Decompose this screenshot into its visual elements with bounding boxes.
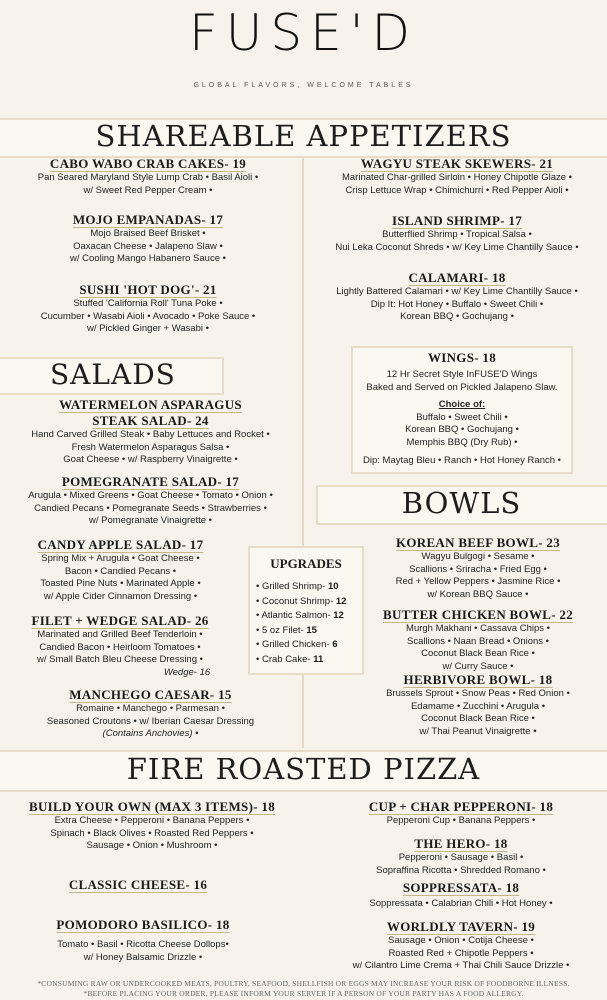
dish-desc-line: Hand Carved Grilled Steak • Baby Lettuces and Rocket • bbox=[31, 429, 270, 440]
section-title-bowls: BOWLS bbox=[401, 486, 522, 520]
upgrade-item bbox=[256, 624, 360, 639]
upgrade-label: • 5 oz Filet- bbox=[256, 624, 304, 636]
upgrades-list bbox=[256, 580, 360, 667]
section-title-pizza: FIRE ROASTED PIZZA bbox=[126, 752, 481, 786]
dish-desc-line: Sausage • Onion • Cotija Cheese • bbox=[388, 935, 534, 946]
dish-desc-line: Marinated Char-grilled Sirloin • Honey Chipotle Glaze • bbox=[341, 172, 572, 183]
wings-choice: Buffalo • Sweet Chili • bbox=[416, 411, 508, 423]
dish-desc-line: Romaine • Manchego • Parmesan • bbox=[76, 703, 225, 714]
upgrade-label: • Coconut Shrimp- bbox=[256, 595, 334, 607]
dish-name: CUP + CHAR PEPPERONI- 18 bbox=[368, 799, 554, 814]
dish-desc-line: Candied Bacon • Heirloom Tomatoes • bbox=[39, 641, 201, 653]
upgrade-label: • Grilled Shrimp- bbox=[256, 581, 326, 592]
dish-desc-line: Stuffed 'California Roll' Tuna Poke • bbox=[73, 298, 223, 309]
upgrade-price: 10 bbox=[327, 581, 339, 592]
dish-desc-line: w/ Pomegranate Vinaigrette • bbox=[88, 515, 213, 526]
dish-name: WATERMELON ASPARAGUS bbox=[59, 397, 242, 412]
dish-calamari bbox=[312, 270, 602, 324]
dish-crab-cakes bbox=[8, 156, 288, 197]
dish-island-shrimp bbox=[312, 213, 602, 254]
dish-desc-line: Seasoned Croutons • w/ Iberian Caesar Dressing bbox=[46, 715, 255, 727]
dish-desc-line: Scallions • Sriracha • Fried Egg • bbox=[409, 563, 547, 575]
upgrade-price: 12 bbox=[333, 610, 344, 621]
dish-name: KOREAN BEEF BOWL- 23 bbox=[395, 535, 561, 550]
dish-desc-line: Crisp Lettuce Wrap • Chimichurri • Red Pepper Aioli • bbox=[345, 184, 569, 196]
dish-name: BUILD YOUR OWN (MAX 3 ITEMS)- 18 bbox=[28, 799, 275, 814]
upgrade-item bbox=[256, 653, 360, 668]
dish-desc-line: Toasted Pine Nuts • Marinated Apple • bbox=[40, 578, 201, 589]
dish-desc-line: Nui Leka Coconut Shreds • w/ Key Lime Chantilly Sauce • bbox=[335, 241, 579, 253]
dish-mojo-empanadas bbox=[8, 212, 288, 266]
dish-name: CLASSIC CHEESE- 16 bbox=[68, 877, 208, 892]
dish-desc-line: (Contains Anchovies) • bbox=[102, 728, 199, 739]
dish-desc-line: w/ Thai Peanut Vinaigrette • bbox=[419, 725, 537, 737]
dish-desc-line: w/ Small Batch Bleu Cheese Dressing • bbox=[37, 654, 203, 665]
dish-desc-line: Wagyu Bulgogi • Sesame • bbox=[421, 551, 535, 562]
upgrade-price: 12 bbox=[335, 595, 347, 607]
dish-name: ISLAND SHRIMP- 17 bbox=[391, 213, 523, 228]
dish-desc-line: Extra Cheese • Pepperoni • Banana Peppers • bbox=[54, 815, 250, 826]
dish-desc-line: Butterflied Shrimp • Tropical Salsa • bbox=[382, 229, 532, 240]
dish-candy-apple-salad bbox=[8, 537, 233, 603]
dish-desc-line: Fresh Watermelon Asparagus Salsa • bbox=[71, 441, 230, 453]
dish-name: MANCHEGO CAESAR- 15 bbox=[69, 687, 232, 702]
dish-desc-line: Spinach • Black Olives • Roasted Red Peppers • bbox=[50, 827, 254, 839]
dish-desc-line: Roasted Red + Chipotle Peppers • bbox=[388, 947, 534, 959]
dish-desc-line: Cucumber • Wasabi Aioli • Avocado • Poke Sauce • bbox=[40, 310, 256, 322]
wings-line-1: 12 Hr Secret Style InFUSE'D Wings bbox=[386, 369, 538, 380]
dish-desc-line: w/ Curry Sauce • bbox=[442, 660, 514, 672]
dish-build-your-own bbox=[8, 799, 296, 853]
dish-soppressata bbox=[320, 880, 602, 911]
upgrade-label: • Crab Cake- bbox=[256, 653, 311, 665]
dish-name: SUSHI 'HOT DOG'- 21 bbox=[79, 282, 217, 297]
dish-desc-line: Oaxacan Cheese • Jalapeno Slaw • bbox=[73, 240, 223, 252]
upgrade-price: 6 bbox=[332, 639, 338, 650]
dish-desc-line: Korean BBQ • Gochujang • bbox=[400, 311, 514, 322]
dish-name: BUTTER CHICKEN BOWL- 22 bbox=[382, 607, 573, 622]
disclaimer-line-1: *CONSUMING RAW OR UNDERCOOKED MEATS, POULTRY, SEAFOOD, SHELLFISH OR EGGS MAY INCREASE YOUR RISK OF FOODBORNE ILLNESS. bbox=[37, 979, 570, 988]
dish-desc-line: Coconut Black Bean Rice • bbox=[421, 648, 535, 659]
dish-desc-line: Sausage • Onion • Mushroom • bbox=[86, 840, 218, 851]
upgrade-price: 11 bbox=[313, 653, 324, 665]
dish-manchego-caesar bbox=[8, 687, 293, 741]
dish-name: HERBIVORE BOWL- 18 bbox=[403, 672, 553, 687]
dish-the-hero bbox=[320, 836, 602, 877]
dish-name: WORLDLY TAVERN- 19 bbox=[386, 919, 536, 934]
dish-cup-char-pepperoni bbox=[320, 799, 602, 828]
dish-desc-line: Arugula • Mixed Greens • Goat Cheese • Tomato • Onion • bbox=[28, 490, 273, 501]
dish-desc-line: w/ Honey Balsamic Drizzle • bbox=[83, 951, 203, 963]
dish-name: POMODORO BASILICO- 18 bbox=[56, 917, 230, 932]
wings-choice: Korean BBQ • Gochujang • bbox=[405, 424, 519, 435]
dish-desc-line: Coconut Black Bean Rice • bbox=[421, 713, 535, 724]
dish-desc-line: Pepperoni • Sausage • Basil • bbox=[398, 852, 524, 863]
dish-pomegranate-salad bbox=[8, 474, 293, 528]
dish-wings bbox=[353, 350, 571, 468]
section-title-salads: SALADS bbox=[50, 358, 176, 391]
dish-desc-line: w/ Korean BBQ Sauce • bbox=[427, 588, 529, 600]
dish-desc-line: Goat Cheese • w/ Raspberry Vinaigrette • bbox=[63, 454, 238, 465]
dish-korean-beef-bowl bbox=[360, 535, 596, 601]
upgrade-item bbox=[256, 609, 360, 624]
dish-desc-line: Wedge- 16 bbox=[163, 666, 211, 678]
dish-desc-line: w/ Cilantro Lime Crema + Thai Chili Sauce Drizzle • bbox=[352, 960, 570, 971]
disclaimer-line-2: *BEFORE PLACING YOUR ORDER, PLEASE INFORM YOUR SERVER IF A PERSON OF YOUR PARTY HAS A FOOD ALLERGY. bbox=[83, 989, 524, 998]
wings-line-2: Baked and Served on Pickled Jalapeno Slaw. bbox=[366, 381, 558, 393]
dish-desc-line: w/ Apple Cider Cinnamon Dressing • bbox=[43, 590, 198, 602]
dish-desc-line: Lightly Battered Calamari • w/ Key Lime Chantilly Sauce • bbox=[336, 286, 578, 297]
upgrade-item bbox=[256, 595, 360, 610]
dish-desc-line: Spring Mix + Arugula • Goat Cheese • bbox=[41, 553, 200, 564]
wings-choice: Memphis BBQ (Dry Rub) • bbox=[406, 436, 518, 448]
dish-name-line-2: STEAK SALAD- 24 bbox=[92, 413, 209, 428]
dish-name: CANDY APPLE SALAD- 17 bbox=[37, 537, 204, 552]
dish-wagyu-skewers bbox=[312, 156, 602, 197]
dish-desc-line: Pan Seared Maryland Style Lump Crab • Basil Aioli • bbox=[37, 172, 259, 183]
upgrade-price: 15 bbox=[306, 624, 317, 636]
dish-name: FILET + WEDGE SALAD- 26 bbox=[31, 613, 209, 628]
dish-desc-line: Edamame • Zucchini • Arugula • bbox=[410, 700, 546, 712]
section-title-appetizers: SHAREABLE APPETIZERS bbox=[95, 119, 512, 153]
dish-desc-line: Murgh Makhani • Cassava Chips • bbox=[406, 623, 550, 634]
dish-desc-line: Brussels Sprout • Snow Peas • Red Onion • bbox=[386, 688, 570, 699]
dish-name: SOPPRESSATA- 18 bbox=[402, 880, 520, 895]
upgrades-title: UPGRADES bbox=[270, 556, 342, 571]
upgrade-label: • Grilled Chicken- bbox=[256, 639, 330, 650]
dish-pomodoro-basilico bbox=[8, 917, 278, 964]
dish-desc-line: Dip It: Hot Honey • Buffalo • Sweet Chili • bbox=[370, 298, 544, 310]
dish-desc-line: w/ Sweet Red Pepper Cream • bbox=[83, 184, 213, 196]
dish-desc-line: Red + Yellow Peppers • Jasmine Rice • bbox=[395, 576, 561, 587]
dish-name: CALAMARI- 18 bbox=[408, 270, 506, 285]
wings-choice-label: Choice of: bbox=[438, 399, 486, 410]
dish-desc-line: w/ Cooling Mango Habanero Sauce • bbox=[70, 253, 226, 264]
dish-desc-line: Mojo Braised Beef Brisket • bbox=[90, 228, 206, 239]
dish-watermelon-steak-salad bbox=[8, 397, 293, 467]
dish-desc-line: Bacon • Candied Pecans • bbox=[64, 565, 177, 577]
dish-desc-line: Tomato • Basil • Ricotta Cheese Dollops• bbox=[57, 939, 229, 950]
dish-herbivore-bowl bbox=[360, 672, 596, 738]
upgrade-item bbox=[256, 580, 360, 595]
upgrade-item bbox=[256, 638, 360, 653]
wings-dip: Dip: Maytag Bleu • Ranch • Hot Honey Ranch • bbox=[363, 455, 561, 466]
dish-name: CABO WABO CRAB CAKES- 19 bbox=[49, 156, 247, 171]
upgrade-label: • Atlantic Salmon- bbox=[256, 610, 331, 621]
dish-desc-line: w/ Pickled Ginger + Wasabi • bbox=[86, 323, 210, 334]
dish-name: POMEGRANATE SALAD- 17 bbox=[61, 474, 240, 489]
dish-desc-line: Sopraffina Ricotta • Shredded Romano • bbox=[376, 864, 546, 876]
dish-butter-chicken-bowl bbox=[360, 607, 596, 673]
dish-desc-line: Pepperoni Cup • Banana Peppers • bbox=[386, 815, 536, 826]
dish-name: THE HERO- 18 bbox=[414, 836, 508, 851]
dish-sushi-hot-dog bbox=[8, 282, 288, 336]
dish-name: WINGS- 18 bbox=[427, 350, 497, 365]
dish-desc-line: Soppressata • Calabrian Chili • Hot Honey • bbox=[369, 898, 553, 909]
dish-desc-line: Marinated and Grilled Beef Tenderloin • bbox=[37, 629, 203, 640]
dish-worldly-tavern bbox=[316, 919, 606, 973]
dish-name: MOJO EMPANADAS- 17 bbox=[72, 212, 224, 227]
brand-tagline: GLOBAL FLAVORS, WELCOME TABLES bbox=[193, 82, 414, 89]
dish-name: WAGYU STEAK SKEWERS- 21 bbox=[360, 156, 554, 171]
dish-desc-line: Candied Pecans • Pomegranate Seeds • Strawberries • bbox=[34, 502, 267, 514]
dish-desc-line: Scallions • Naan Bread • Onions • bbox=[407, 635, 549, 647]
dish-classic-cheese bbox=[8, 877, 268, 893]
brand-logo: FUSE'D bbox=[189, 4, 418, 62]
